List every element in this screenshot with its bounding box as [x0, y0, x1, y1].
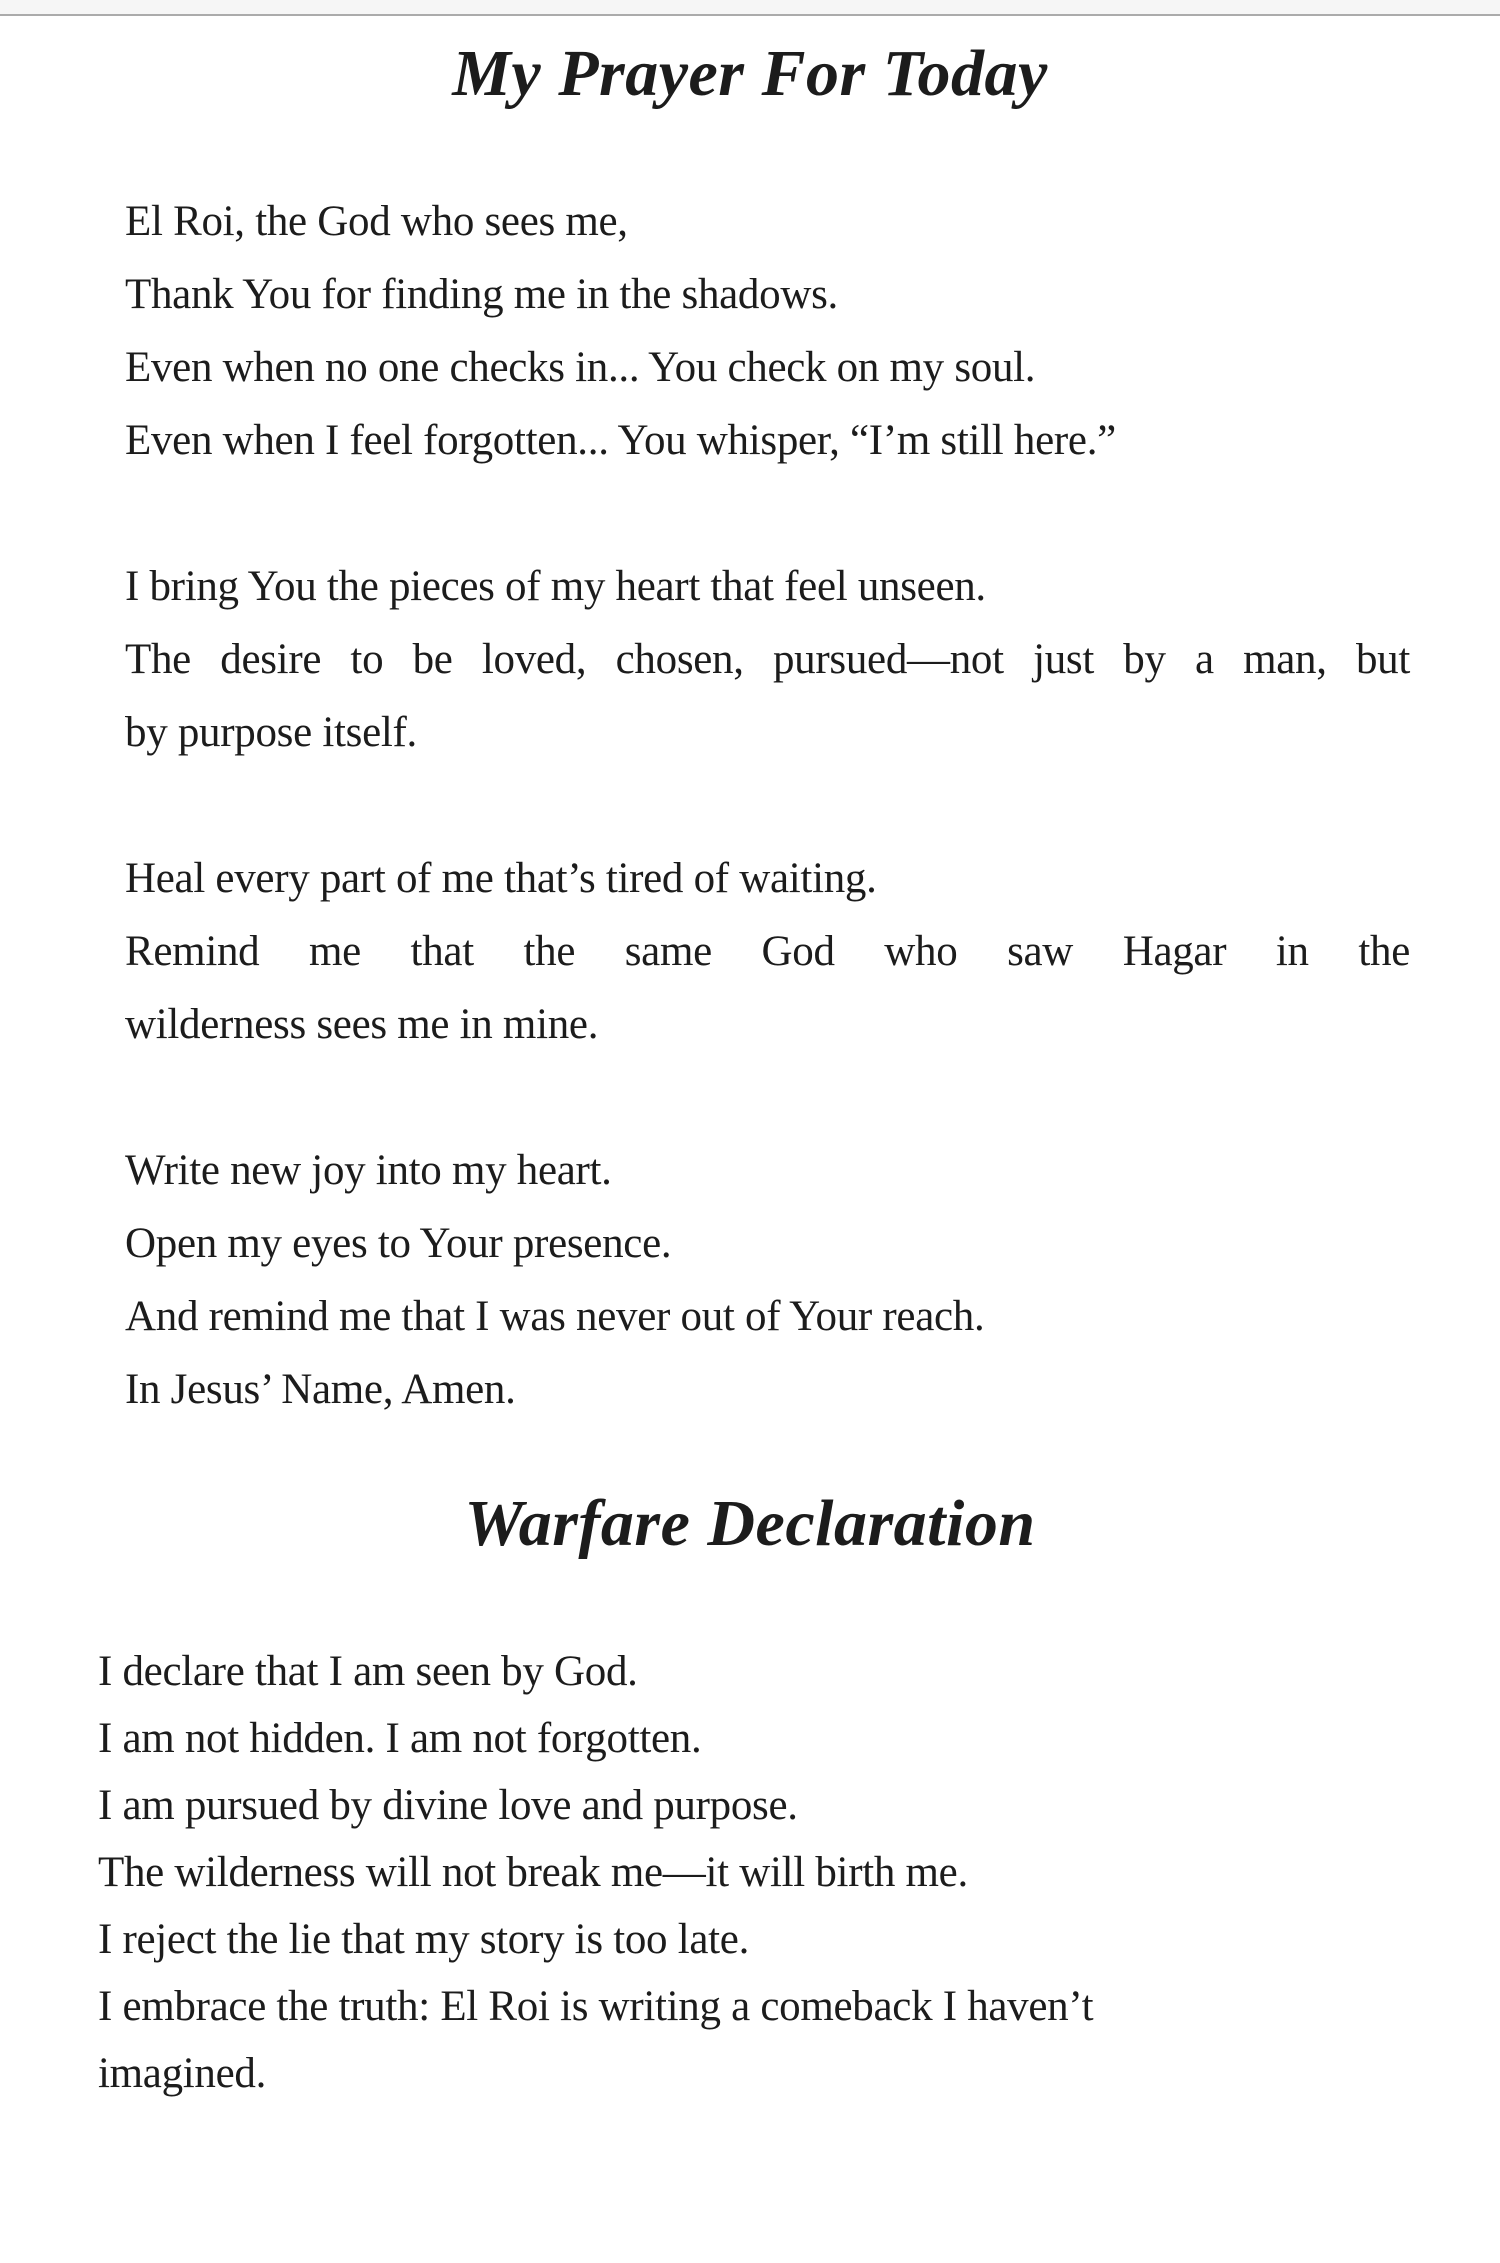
prayer-stanza-2 — [125, 550, 1410, 769]
prayer-line: I bring You the pieces of my heart that feel unseen. — [125, 563, 986, 610]
prayer-line: In Jesus’ Name, Amen. — [125, 1366, 516, 1413]
declaration-line: I reject the lie that my story is too late. — [98, 1916, 750, 1963]
declaration-line: The wilderness will not break me—it will birth me. — [98, 1849, 968, 1896]
prayer-stanza-1 — [125, 185, 1410, 477]
prayer-line: by purpose itself. — [125, 709, 417, 756]
prayer-line: wilderness sees me in mine. — [125, 1001, 599, 1048]
prayer-body — [125, 185, 1410, 1426]
prayer-title: My Prayer For Today — [452, 37, 1048, 110]
prayer-line: El Roi, the God who sees me, — [125, 198, 628, 245]
prayer-line: And remind me that I was never out of Your reach. — [125, 1293, 985, 1340]
prayer-line: Open my eyes to Your presence. — [125, 1220, 672, 1267]
warfare-title: Warfare Declaration — [464, 1487, 1036, 1560]
prayer-stanza-4 — [125, 1134, 1410, 1426]
prayer-stanza-3 — [125, 842, 1410, 1061]
prayer-line: Even when I feel forgotten... You whisper, “I’m still here.” — [125, 417, 1116, 464]
declaration-line: I embrace the truth: El Roi is writing a comeback I haven’t — [98, 1983, 1094, 2030]
prayer-line: Write new joy into my heart. — [125, 1147, 612, 1194]
prayer-line: Thank You for finding me in the shadows. — [125, 271, 838, 318]
declaration-line: imagined. — [98, 2050, 267, 2097]
declaration-line: I declare that I am seen by God. — [98, 1648, 638, 1695]
prayer-line: Even when no one checks in... You check on my soul. — [125, 344, 1036, 391]
declaration-line: I am not hidden. I am not forgotten. — [98, 1715, 702, 1762]
declaration-line: I am pursued by divine love and purpose. — [98, 1782, 798, 1829]
prayer-line: Heal every part of me that’s tired of waiting. — [125, 855, 877, 902]
prayer-line: The desire to be loved, chosen, pursued—not just by a man, but — [125, 636, 1410, 683]
top-bar — [0, 0, 1500, 16]
declaration-body — [98, 1638, 1408, 2107]
prayer-line: Remind me that the same God who saw Hagar in the — [125, 928, 1410, 975]
